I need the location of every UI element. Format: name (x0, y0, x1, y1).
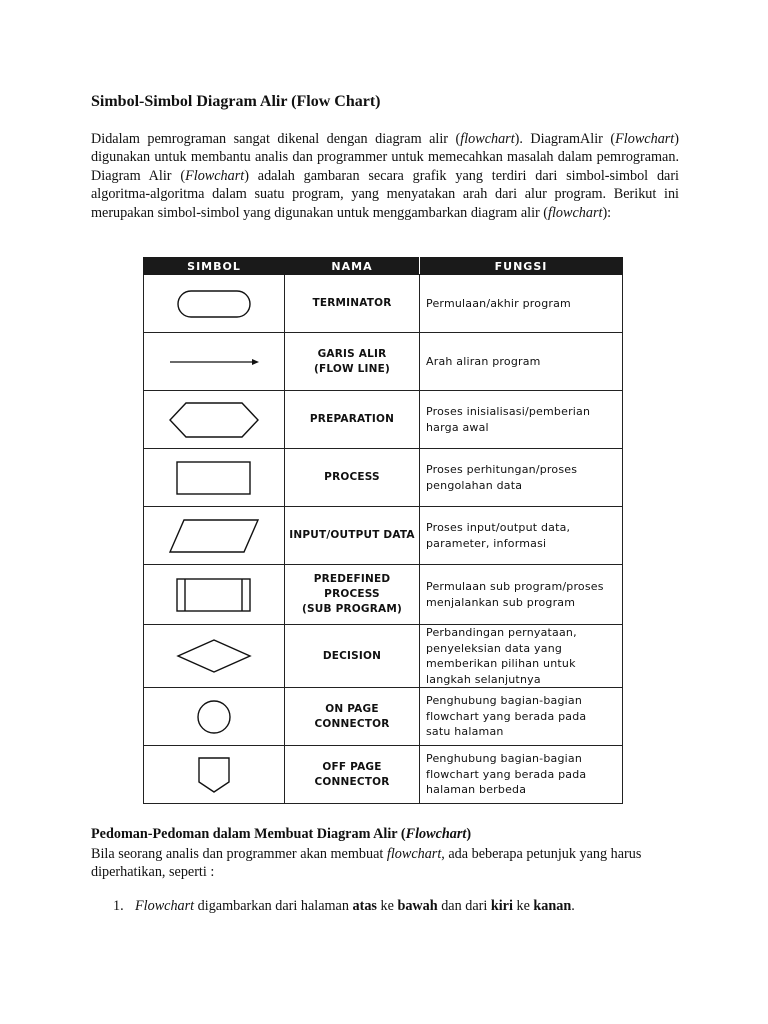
symbol-cell (144, 333, 285, 391)
function-cell: Proses perhitungan/proses pengolahan data (420, 449, 623, 507)
table-row (144, 275, 623, 333)
function-cell: Proses inisialisasi/pemberian harga awal (420, 391, 623, 449)
name-cell: TERMINATOR (285, 275, 420, 333)
flowchart-symbol-table (143, 257, 623, 804)
symbol-cell (144, 565, 285, 625)
name-cell: PREDEFINED PROCESS (SUB PROGRAM) (285, 565, 420, 625)
preparation-hexagon-icon (166, 400, 262, 440)
name-cell: ON PAGE CONNECTOR (285, 688, 420, 746)
terminator-symbol-icon (174, 288, 254, 320)
page-title: Simbol-Simbol Diagram Alir (Flow Chart) (91, 93, 381, 110)
on-page-connector-circle-icon (194, 697, 234, 737)
symbol-cell (144, 391, 285, 449)
function-cell: Penghubung bagian-bagian flowchart yang berada pada halaman berbeda (420, 746, 623, 804)
table-row (144, 688, 623, 746)
table-row (144, 449, 623, 507)
function-cell: Permulaan/akhir program (420, 275, 623, 333)
symbol-cell (144, 507, 285, 565)
function-cell: Permulaan sub program/proses menjalankan sub program (420, 565, 623, 625)
function-cell: Arah aliran program (420, 333, 623, 391)
name-cell: OFF PAGE CONNECTOR (285, 746, 420, 804)
intro-paragraph: Didalam pemrograman sangat dikenal dengan diagram alir (flowchart). DiagramAlir (Flowchart) digunakan untuk membantu analis dan programmer untuk memecahkan masalah dalam pemrograman. Diagram Alir (Flowchart) adalah gambaran secara grafik yang terdiri dari simbol-simbol dari algoritma-algoritma dalam suatu program, yang menyatakan arah dari alur program. Berikut ini merupakan simbol-simbol yang digunakan untuk menggambarkan diagram alir (flowchart): (91, 131, 679, 221)
table-row (144, 565, 623, 625)
header-fungsi: FUNGSI (420, 258, 623, 275)
guideline-paragraph: Bila seorang analis dan programmer akan membuat flowchart, ada beberapa petunjuk yang harus diperhatikan, seperti : (91, 846, 642, 881)
predefined-process-icon (174, 577, 254, 613)
name-cell: PROCESS (285, 449, 420, 507)
decision-diamond-icon (174, 638, 254, 674)
name-cell: INPUT/OUTPUT DATA (285, 507, 420, 565)
name-cell: GARIS ALIR (FLOW LINE) (285, 333, 420, 391)
off-page-connector-pentagon-icon (194, 755, 234, 795)
function-cell: Penghubung bagian-bagian flowchart yang berada pada satu halaman (420, 688, 623, 746)
header-nama: NAMA (285, 258, 420, 275)
table-row (144, 391, 623, 449)
name-cell: PREPARATION (285, 391, 420, 449)
flow-line-arrow-icon (164, 354, 264, 370)
header-simbol: SIMBOL (144, 258, 285, 275)
table-row (144, 333, 623, 391)
name-cell: DECISION (285, 625, 420, 688)
symbol-cell (144, 275, 285, 333)
table-header-row (144, 258, 623, 275)
table-row (144, 625, 623, 688)
symbol-cell (144, 688, 285, 746)
table-row (144, 746, 623, 804)
input-output-parallelogram-icon (166, 518, 262, 554)
process-rectangle-icon (174, 460, 254, 496)
function-cell: Proses input/output data, parameter, informasi (420, 507, 623, 565)
symbol-cell (144, 746, 285, 804)
list-item: 1. Flowchart digambarkan dari halaman atas ke bawah dan dari kiri ke kanan. (113, 898, 575, 914)
symbol-cell (144, 625, 285, 688)
guideline-heading: Pedoman-Pedoman dalam Membuat Diagram Alir (Flowchart) (91, 826, 472, 842)
symbol-cell (144, 449, 285, 507)
function-cell: Perbandingan pernyataan, penyeleksian data yang memberikan pilihan untuk langkah selanjutnya (420, 625, 623, 688)
table-row (144, 507, 623, 565)
